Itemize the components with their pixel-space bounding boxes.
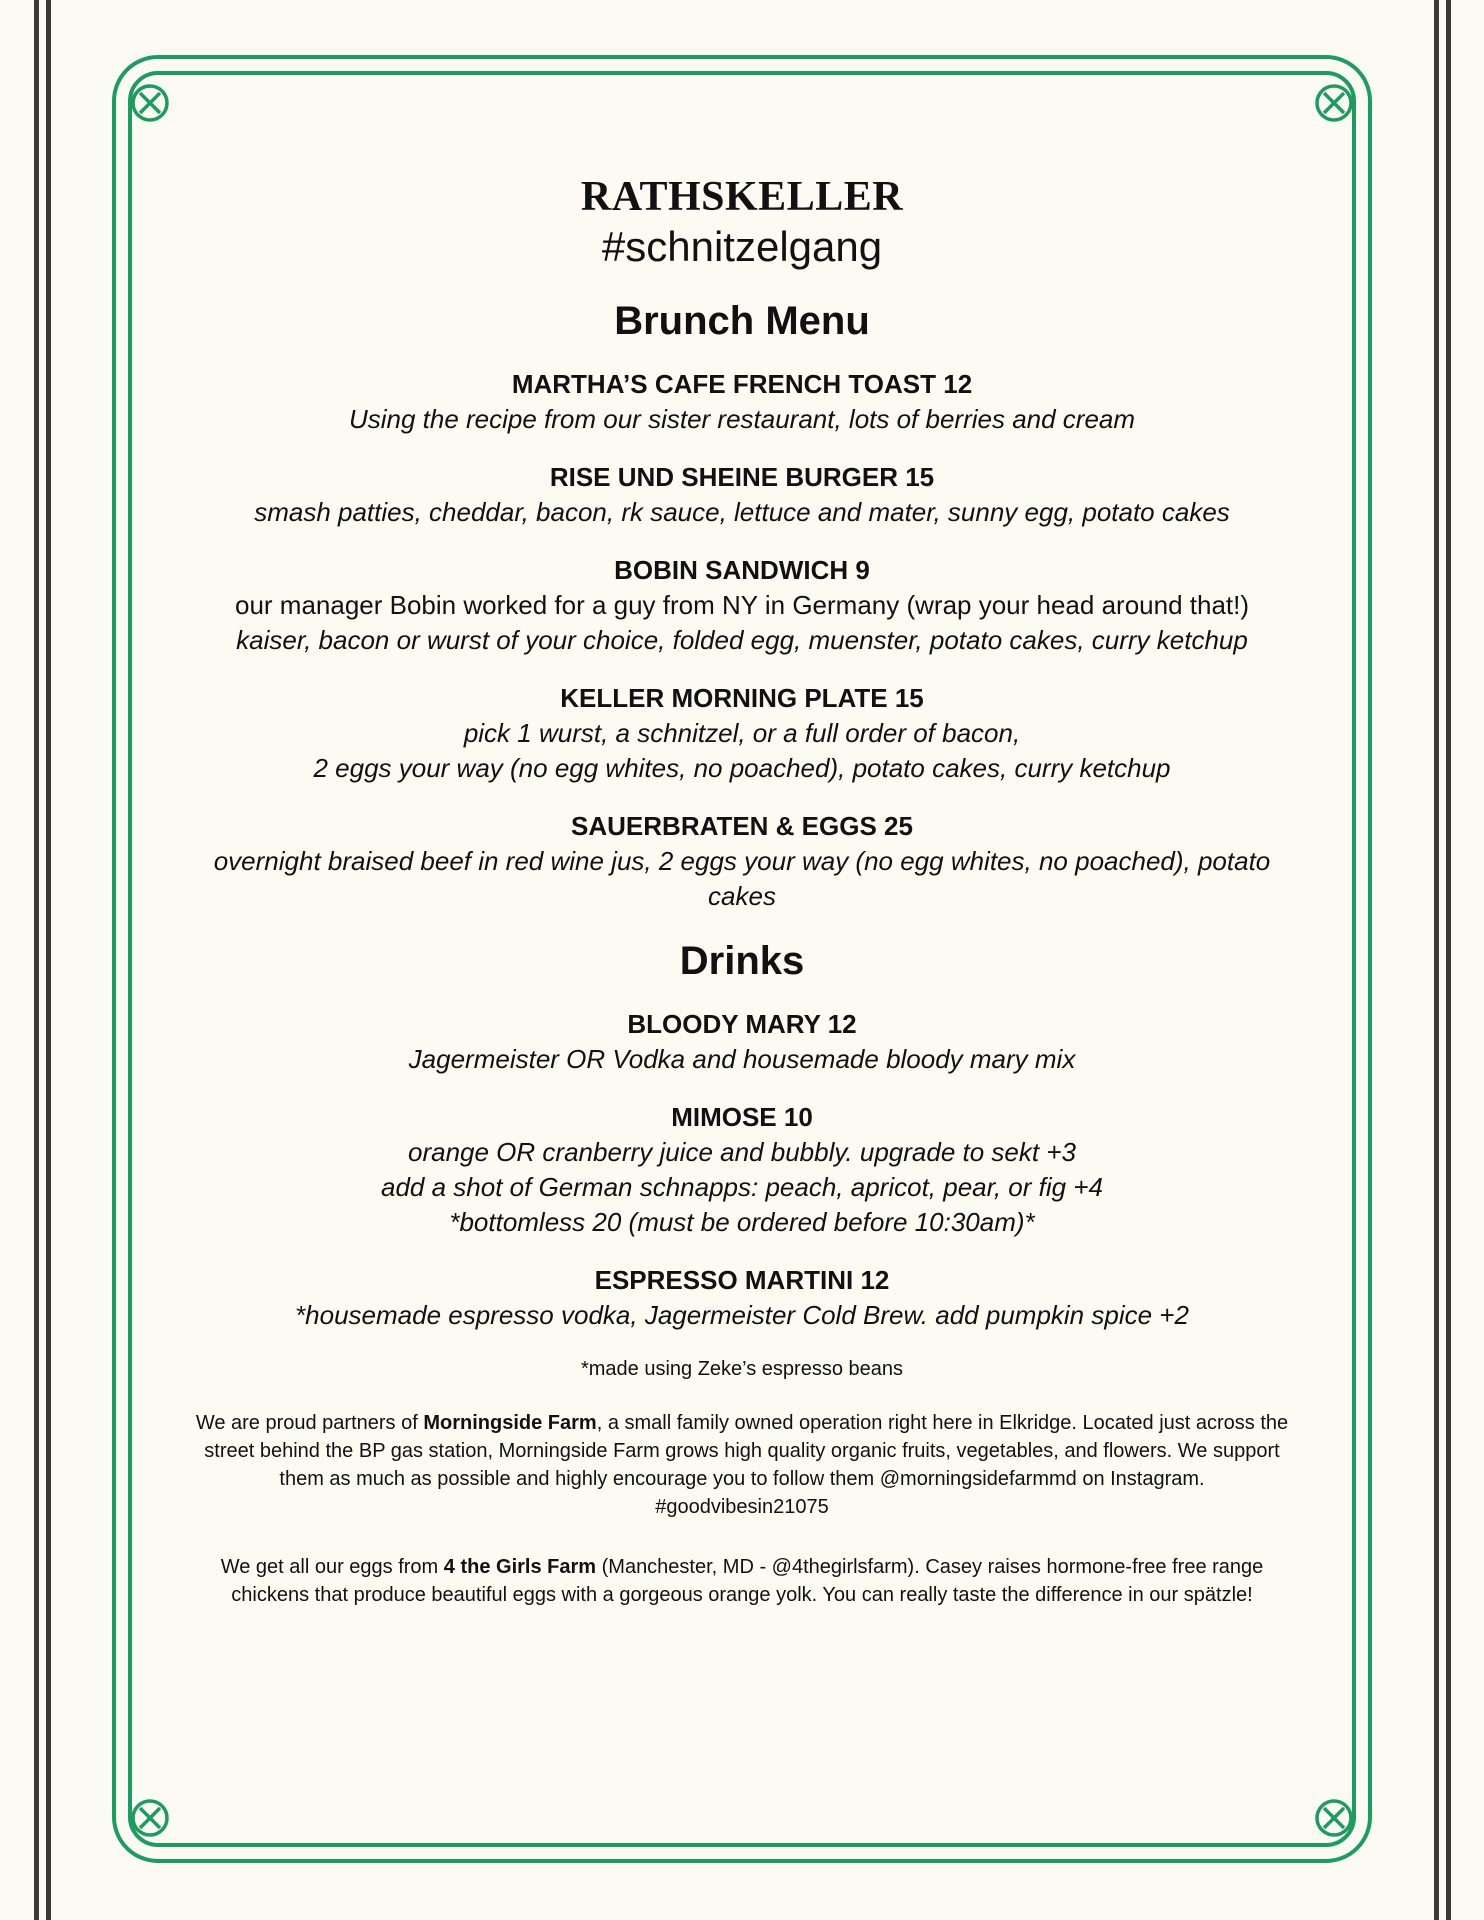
item-description: pick 1 wurst, a schnitzel, or a full order of bacon, (463, 718, 1021, 748)
item-note: our manager Bobin worked for a guy from NY in Germany (wrap your head around that!) (234, 590, 1250, 620)
tagline: #schnitzelgang (601, 223, 883, 270)
corner-knot-bottom-left (133, 1801, 167, 1835)
item-name: ESPRESSO MARTINI 12 (594, 1265, 890, 1295)
item-description: cakes (708, 881, 776, 911)
restaurant-name: RATHSKELLER (580, 174, 904, 220)
item-description: *housemade espresso vodka, Jagermeister Cold Brew. add pumpkin spice +2 (295, 1300, 1189, 1330)
item-description: 2 eggs your way (no egg whites, no poached), potato cakes, curry ketchup (313, 753, 1171, 783)
paragraph-text: We are proud partners of (195, 1412, 424, 1434)
morningside-partner-paragraph (190, 1409, 1294, 1521)
brunch-menu-title: Brunch Menu (614, 299, 870, 343)
espresso-footnote: *made using Zeke’s espresso beans (580, 1358, 904, 1380)
item-description: smash patties, cheddar, bacon, rk sauce, lettuce and mater, sunny egg, potato cakes (254, 497, 1230, 527)
item-name: KELLER MORNING PLATE 15 (560, 683, 924, 713)
corner-knot-bottom-right (1317, 1801, 1351, 1835)
item-name: BOBIN SANDWICH 9 (614, 555, 870, 585)
item-description: kaiser, bacon or wurst of your choice, folded egg, muenster, potato cakes, curry ketchup (236, 625, 1248, 655)
paragraph-text: , a small family owned operation right here in Elkridge. Located just across the street behind the BP gas station, Morningside Farm grows high quality organic fruits, vegetables, and flowers. We support them as much as possible and highly encourage you to follow them @morningsidefarmmd on Instagram. #goodvibesin21075 (204, 1412, 1289, 1518)
item-name: RISE UND SHEINE BURGER 15 (549, 462, 935, 492)
item-description: orange OR cranberry juice and bubbly. upgrade to sekt +3 (408, 1137, 1076, 1167)
menu-item (190, 552, 1294, 658)
menu-item (190, 680, 1294, 786)
menu-item (190, 808, 1294, 914)
item-description: *bottomless 20 (must be ordered before 10:30am)* (449, 1207, 1035, 1237)
item-name: MIMOSE 10 (671, 1102, 813, 1132)
drink-item (190, 1262, 1294, 1333)
paragraph-text: We get all our eggs from (220, 1556, 444, 1578)
drink-item (190, 1099, 1294, 1240)
item-name: MARTHA’S CAFE FRENCH TOAST 12 (511, 369, 973, 399)
eggs-partner-paragraph (190, 1553, 1294, 1609)
partner-name: Morningside Farm (423, 1412, 597, 1434)
item-description: add a shot of German schnapps: peach, apricot, pear, or fig +4 (381, 1172, 1103, 1202)
drink-item (190, 1006, 1294, 1077)
item-name: BLOODY MARY 12 (627, 1009, 857, 1039)
menu-item (190, 459, 1294, 530)
corner-knot-top-left (133, 86, 167, 120)
partner-name: 4 the Girls Farm (443, 1556, 597, 1578)
item-name: SAUERBRATEN & EGGS 25 (571, 811, 913, 841)
item-description: Using the recipe from our sister restaurant, lots of berries and cream (348, 404, 1136, 434)
item-description: overnight braised beef in red wine jus, 2 eggs your way (no egg whites, no poached), potato (213, 846, 1271, 876)
menu-item (190, 366, 1294, 437)
menu-content (190, 172, 1294, 1641)
corner-knot-top-right (1317, 86, 1351, 120)
drinks-title: Drinks (679, 939, 805, 983)
paragraph-text: (Manchester, MD - @4thegirlsfarm). Casey raises hormone-free free range chickens that produce beautiful eggs with a gorgeous orange yolk. You can really taste the difference in our spätzle! (231, 1556, 1264, 1606)
item-description: Jagermeister OR Vodka and housemade bloody mary mix (408, 1044, 1076, 1074)
